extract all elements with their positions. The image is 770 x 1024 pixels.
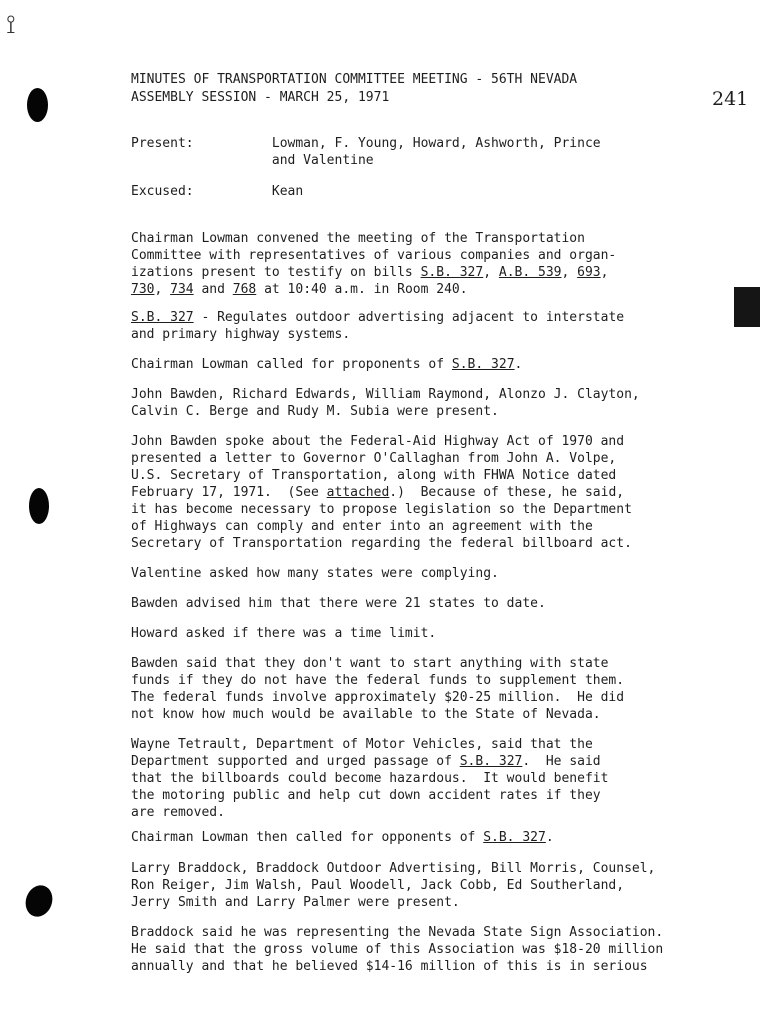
text-line: U.S. Secretary of Transportation, along with FHWA Notice dated — [131, 468, 617, 483]
text-line: Wayne Tetrault, Department of Motor Vehicles, said that the — [131, 737, 593, 752]
margin-mark — [734, 287, 760, 327]
text-line: Bawden said that they don't want to start anything with state — [131, 656, 609, 671]
text-line: Braddock said he was representing the Nevada State Sign Association. — [131, 925, 664, 940]
text-line: Valentine asked how many states were complying. — [131, 566, 499, 581]
text-line: Chairman Lowman called for proponents of S.B. 327. — [131, 357, 523, 372]
punch-hole-middle — [29, 488, 49, 524]
text-line: it has become necessary to propose legislation so the Department — [131, 502, 632, 517]
text-line: The federal funds involve approximately $20-25 million. He did — [131, 690, 625, 705]
page-number: 241 — [712, 88, 749, 110]
text-line: Calvin C. Berge and Rudy M. Subia were present. — [131, 404, 499, 419]
punch-hole-bottom — [21, 882, 56, 921]
text-line: February 17, 1971. (See attached.) Because of these, he said, — [131, 485, 625, 500]
text-line: Department supported and urged passage of S.B. 327. He said — [131, 754, 601, 769]
text-line: izations present to testify on bills S.B. 327, A.B. 539, 693, — [131, 265, 609, 280]
text-line: John Bawden spoke about the Federal-Aid Highway Act of 1970 and — [131, 434, 625, 449]
corner-scribble: ⟟ — [6, 10, 16, 40]
text-line: Larry Braddock, Braddock Outdoor Advertising, Bill Morris, Counsel, — [131, 861, 656, 876]
text-line: He said that the gross volume of this Association was $18-20 million — [131, 942, 664, 957]
text-line: funds if they do not have the federal funds to supplement them. — [131, 673, 625, 688]
punch-hole-top — [27, 88, 48, 122]
text-line: annually and that he believed $14-16 million of this is in serious — [131, 959, 648, 974]
text-line: of Highways can comply and enter into an agreement with the — [131, 519, 593, 534]
text-line: Present: Lowman, F. Young, Howard, Ashworth, Prince — [131, 136, 601, 151]
text-line: are removed. — [131, 805, 225, 820]
text-line: not know how much would be available to the State of Nevada. — [131, 707, 601, 722]
text-line: S.B. 327 - Regulates outdoor advertising adjacent to interstate — [131, 310, 625, 325]
text-line: Howard asked if there was a time limit. — [131, 626, 437, 641]
text-line: and primary highway systems. — [131, 327, 351, 342]
text-line: Excused: Kean — [131, 184, 304, 199]
text-line: John Bawden, Richard Edwards, William Raymond, Alonzo J. Clayton, — [131, 387, 640, 402]
text-line: Committee with representatives of various companies and organ- — [131, 248, 617, 263]
text-line: MINUTES OF TRANSPORTATION COMMITTEE MEETING - 56TH NEVADA — [131, 72, 578, 87]
text-line: and Valentine — [131, 153, 374, 168]
text-line: Bawden advised him that there were 21 states to date. — [131, 596, 546, 611]
text-line: Jerry Smith and Larry Palmer were present. — [131, 895, 460, 910]
text-line: ASSEMBLY SESSION - MARCH 25, 1971 — [131, 90, 390, 105]
text-line: the motoring public and help cut down accident rates if they — [131, 788, 601, 803]
text-line: presented a letter to Governor O'Callaghan from John A. Volpe, — [131, 451, 617, 466]
text-line: Chairman Lowman then called for opponents of S.B. 327. — [131, 830, 554, 845]
text-line: 730, 734 and 768 at 10:40 a.m. in Room 240. — [131, 282, 468, 297]
text-line: that the billboards could become hazardous. It would benefit — [131, 771, 609, 786]
text-line: Secretary of Transportation regarding the federal billboard act. — [131, 536, 632, 551]
text-line: Ron Reiger, Jim Walsh, Paul Woodell, Jack Cobb, Ed Southerland, — [131, 878, 625, 893]
text-line: Chairman Lowman convened the meeting of the Transportation — [131, 231, 585, 246]
